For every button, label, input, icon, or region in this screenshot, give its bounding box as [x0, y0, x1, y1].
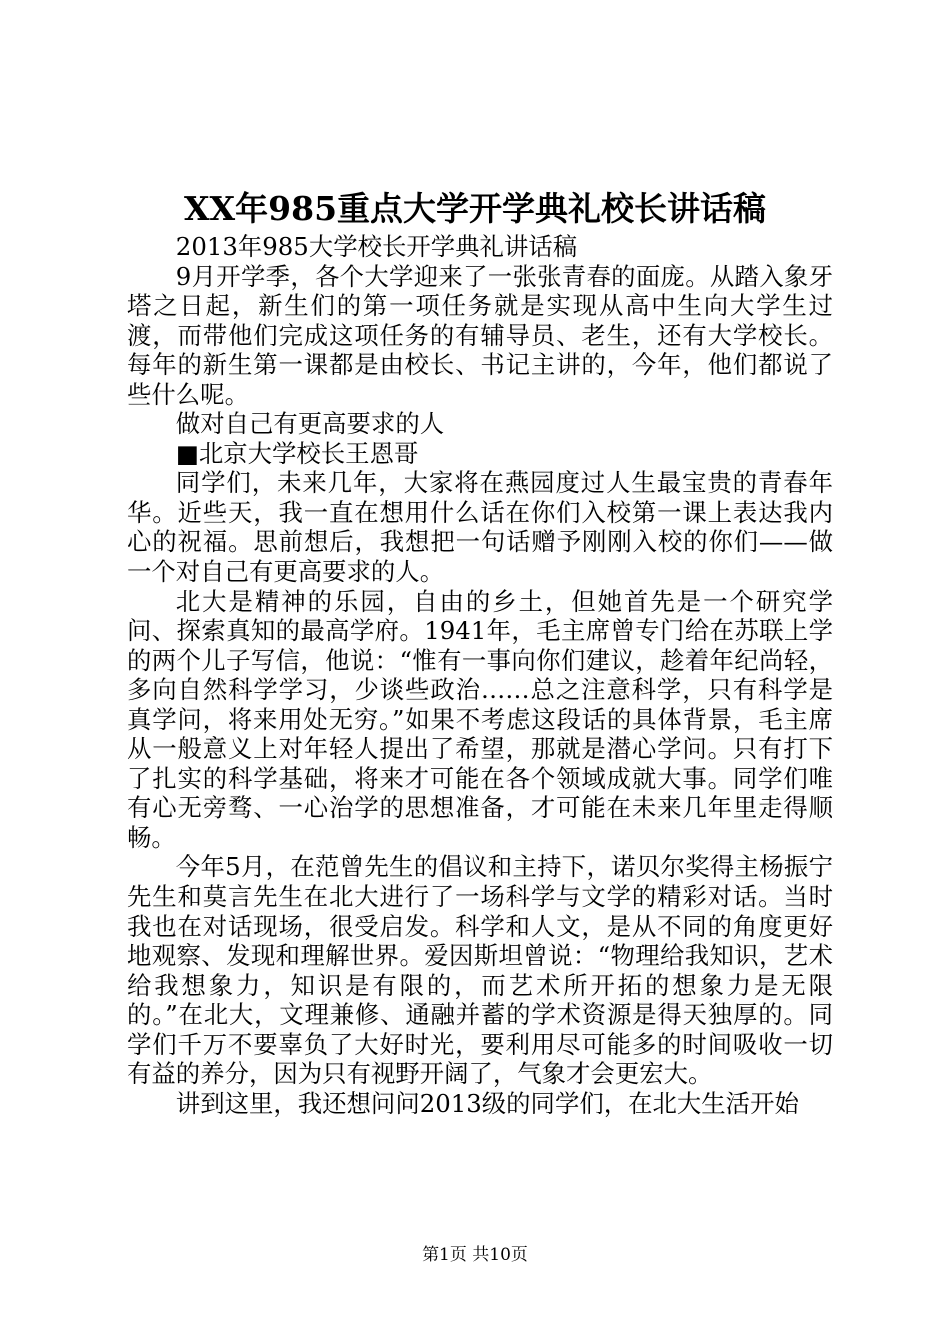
body-paragraph: 同学们，未来几年，大家将在燕园度过人生最宝贵的青春年华。近些天，我一直在想用什么话在你们入校第一课上表达我内心的祝福。思前想后，我想把一句话赠予刚刚入校的你们——做一个对自己有更高要求的人。 — [127, 468, 833, 587]
intro-paragraph: 9月开学季，各个大学迎来了一张张青春的面庞。从踏入象牙塔之日起，新生们的第一项任务就是实现从高中生向大学生过渡，而带他们完成这项任务的有辅导员、老生，还有大学校长。每年的新生第一课都是由校长、书记主讲的，今年，他们都说了些什么呢。 — [127, 261, 833, 409]
subtitle-paragraph: 2013年985大学校长开学典礼讲话稿 — [175, 232, 578, 261]
document-body — [127, 232, 833, 1118]
body-paragraph: 讲到这里，我还想问问2013级的同学们，在北大生活开始 — [175, 1088, 799, 1118]
body-paragraph: 北大是精神的乐园，自由的乡土，但她首先是一个研究学问、探索真知的最高学府。1941年，毛主席曾专门给在苏联上学的两个儿子写信，他说：“惟有一事向你们建议，趁着年纪尚轻，多向自然科学学习，少谈些政治……总之注意科学，只有科学是真学问，将来用处无穷。”如果不考虑这段话的具体背景，毛主席从一般意义上对年轻人提出了希望，那就是潜心学问。只有打下了扎实的科学基础，将来才可能在各个领域成就大事。同学们唯有心无旁骛、一心治学的思想准备，才可能在未来几年里走得顺畅。 — [127, 586, 833, 852]
body-paragraph: 今年5月，在范曾先生的倡议和主持下，诺贝尔奖得主杨振宁先生和莫言先生在北大进行了一场科学与文学的精彩对话。当时我也在对话现场，很受启发。科学和人文，是从不同的角度更好地观察、发现和理解世界。爱因斯坦曾说：“物理给我知识，艺术给我想象力，知识是有限的，而艺术所开拓的想象力是无限的。”在北大，文理兼修、通融并蓄的学术资源是得天独厚的。同学们千万不要辜负了大好时光，要利用尽可能多的时间吸收一切有益的养分，因为只有视野开阔了，气象才会更宏大。 — [127, 852, 833, 1089]
page-number-footer: 第1页 共10页 — [422, 1245, 528, 1265]
document-title: XX年985重点大学开学典礼校长讲话稿 — [183, 189, 767, 228]
section-heading: 做对自己有更高要求的人 — [175, 409, 445, 439]
speaker-line: ■北京大学校长王恩哥 — [175, 438, 419, 468]
